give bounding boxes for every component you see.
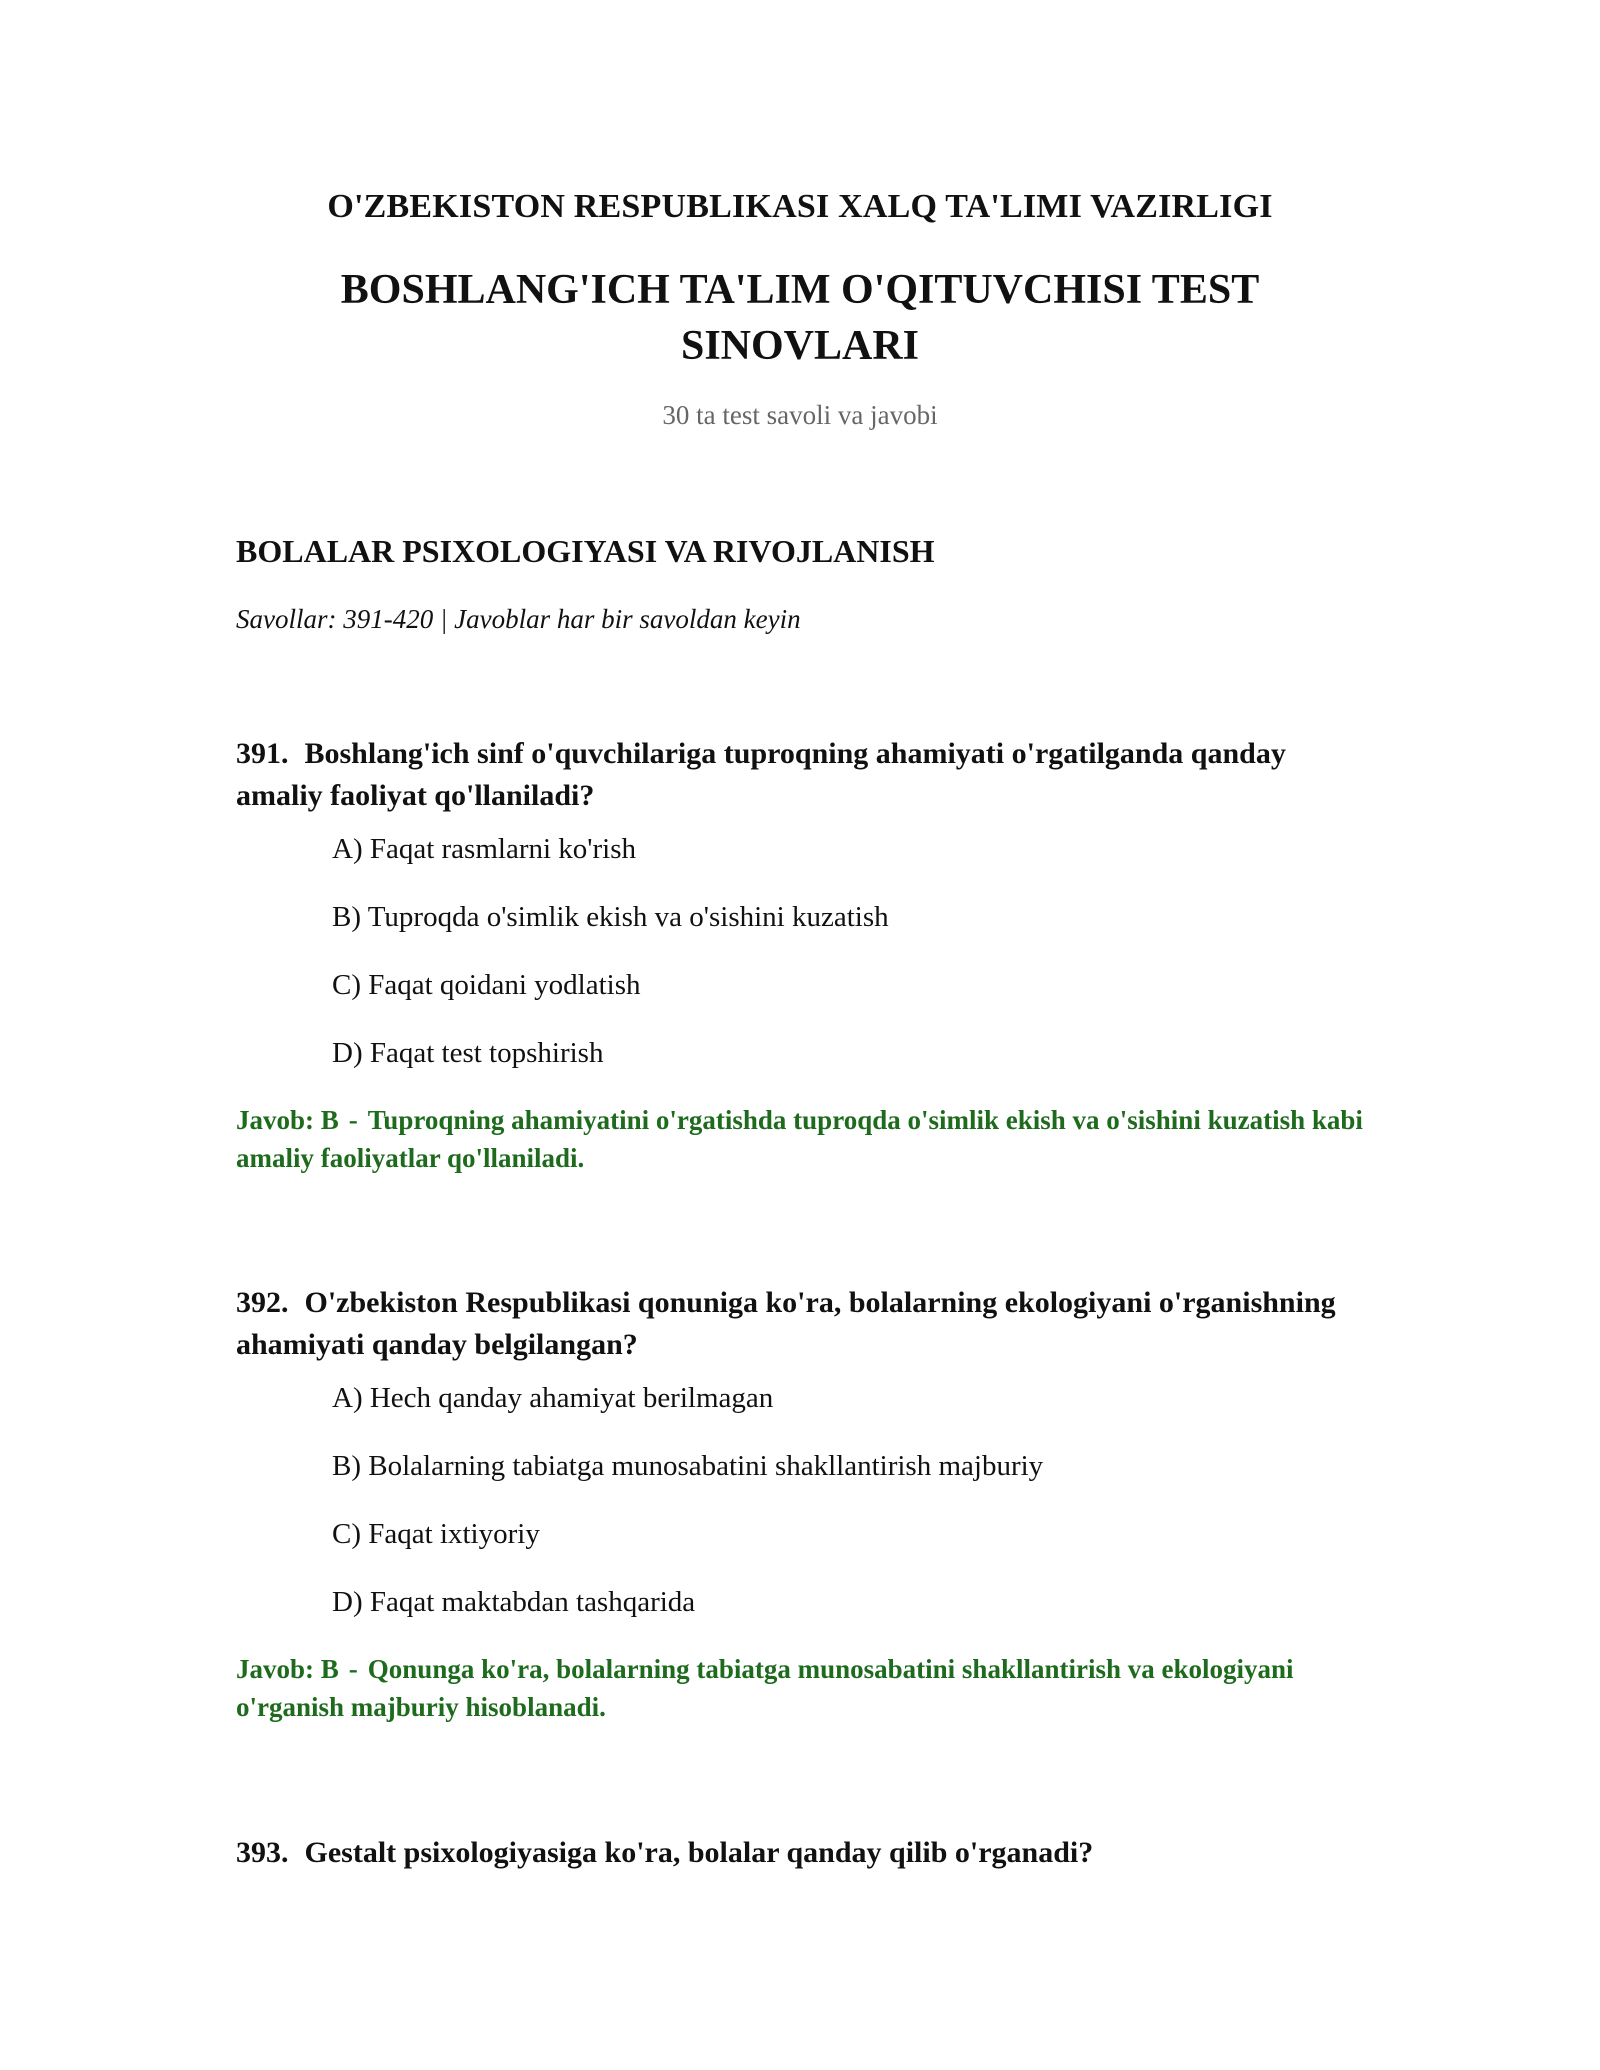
document-subtitle: 30 ta test savoli va javobi <box>662 400 938 430</box>
document-title-line-1: BOSHLANG'ICH TA'LIM O'QITUVCHISI TEST <box>340 267 1260 313</box>
answer-text: Tuproqning ahamiyatini o'rgatishda tuproqda o'simlik ekish va o'sishini kuzatish kabi amaliy faoliyatlar qo'llaniladi. <box>236 1105 1363 1173</box>
question-392 <box>236 1282 1376 1726</box>
answer-label: Javob: <box>236 1654 315 1684</box>
answer-letter: B <box>320 1654 339 1684</box>
section-title: BOLALAR PSIXOLOGIYASI VA RIVOJLANISH <box>236 533 935 569</box>
question-text <box>236 1282 1376 1366</box>
question-393 <box>236 1832 1376 1874</box>
answer-letter: B <box>320 1105 339 1135</box>
options-list <box>332 1378 1376 1622</box>
answer-block <box>236 1101 1376 1177</box>
answer-block <box>236 1650 1376 1726</box>
question-number: 391. <box>236 737 289 770</box>
answer-label: Javob: <box>236 1105 315 1135</box>
question-number: 392. <box>236 1286 289 1319</box>
section-note: Savollar: 391-420 | Javoblar har bir savoldan keyin <box>236 604 801 634</box>
option-a: A) Hech qanday ahamiyat berilmagan <box>332 1382 774 1414</box>
option-b: B) Tuproqda o'simlik ekish va o'sishini kuzatish <box>332 901 889 933</box>
option-a: A) Faqat rasmlarni ko'rish <box>332 833 637 865</box>
question-body: O'zbekiston Respublikasi qonuniga ko'ra, bolalarning ekologiyani o'rganishning ahamiyati qanday belgilangan? <box>236 1286 1336 1361</box>
answer-text: Qonunga ko'ra, bolalarning tabiatga munosabatini shakllantirish va ekologiyani o'rganish majburiy hisoblanadi. <box>236 1654 1294 1722</box>
option-d: D) Faqat maktabdan tashqarida <box>332 1586 696 1618</box>
answer-separator: - <box>348 1654 358 1684</box>
ministry-heading: O'ZBEKISTON RESPUBLIKASI XALQ TA'LIMI VAZIRLIGI <box>327 188 1273 225</box>
question-text <box>236 1832 1376 1874</box>
document-title-line-2: SINOVLARI <box>680 323 920 369</box>
option-b: B) Bolalarning tabiatga munosabatini shakllantirish majburiy <box>332 1450 1044 1482</box>
options-list <box>332 829 1376 1073</box>
document-title <box>300 262 1300 374</box>
question-391 <box>236 733 1376 1177</box>
answer-separator: - <box>348 1105 358 1135</box>
question-text <box>236 733 1376 817</box>
option-c: C) Faqat ixtiyoriy <box>332 1518 540 1550</box>
question-body: Gestalt psixologiyasiga ko'ra, bolalar qanday qilib o'rganadi? <box>304 1836 1094 1869</box>
option-d: D) Faqat test topshirish <box>332 1037 604 1069</box>
question-number: 393. <box>236 1836 289 1869</box>
option-c: C) Faqat qoidani yodlatish <box>332 969 641 1001</box>
question-body: Boshlang'ich sinf o'quvchilariga tuproqning ahamiyati o'rgatilganda qanday amaliy faoliyat qo'llaniladi? <box>236 737 1286 812</box>
